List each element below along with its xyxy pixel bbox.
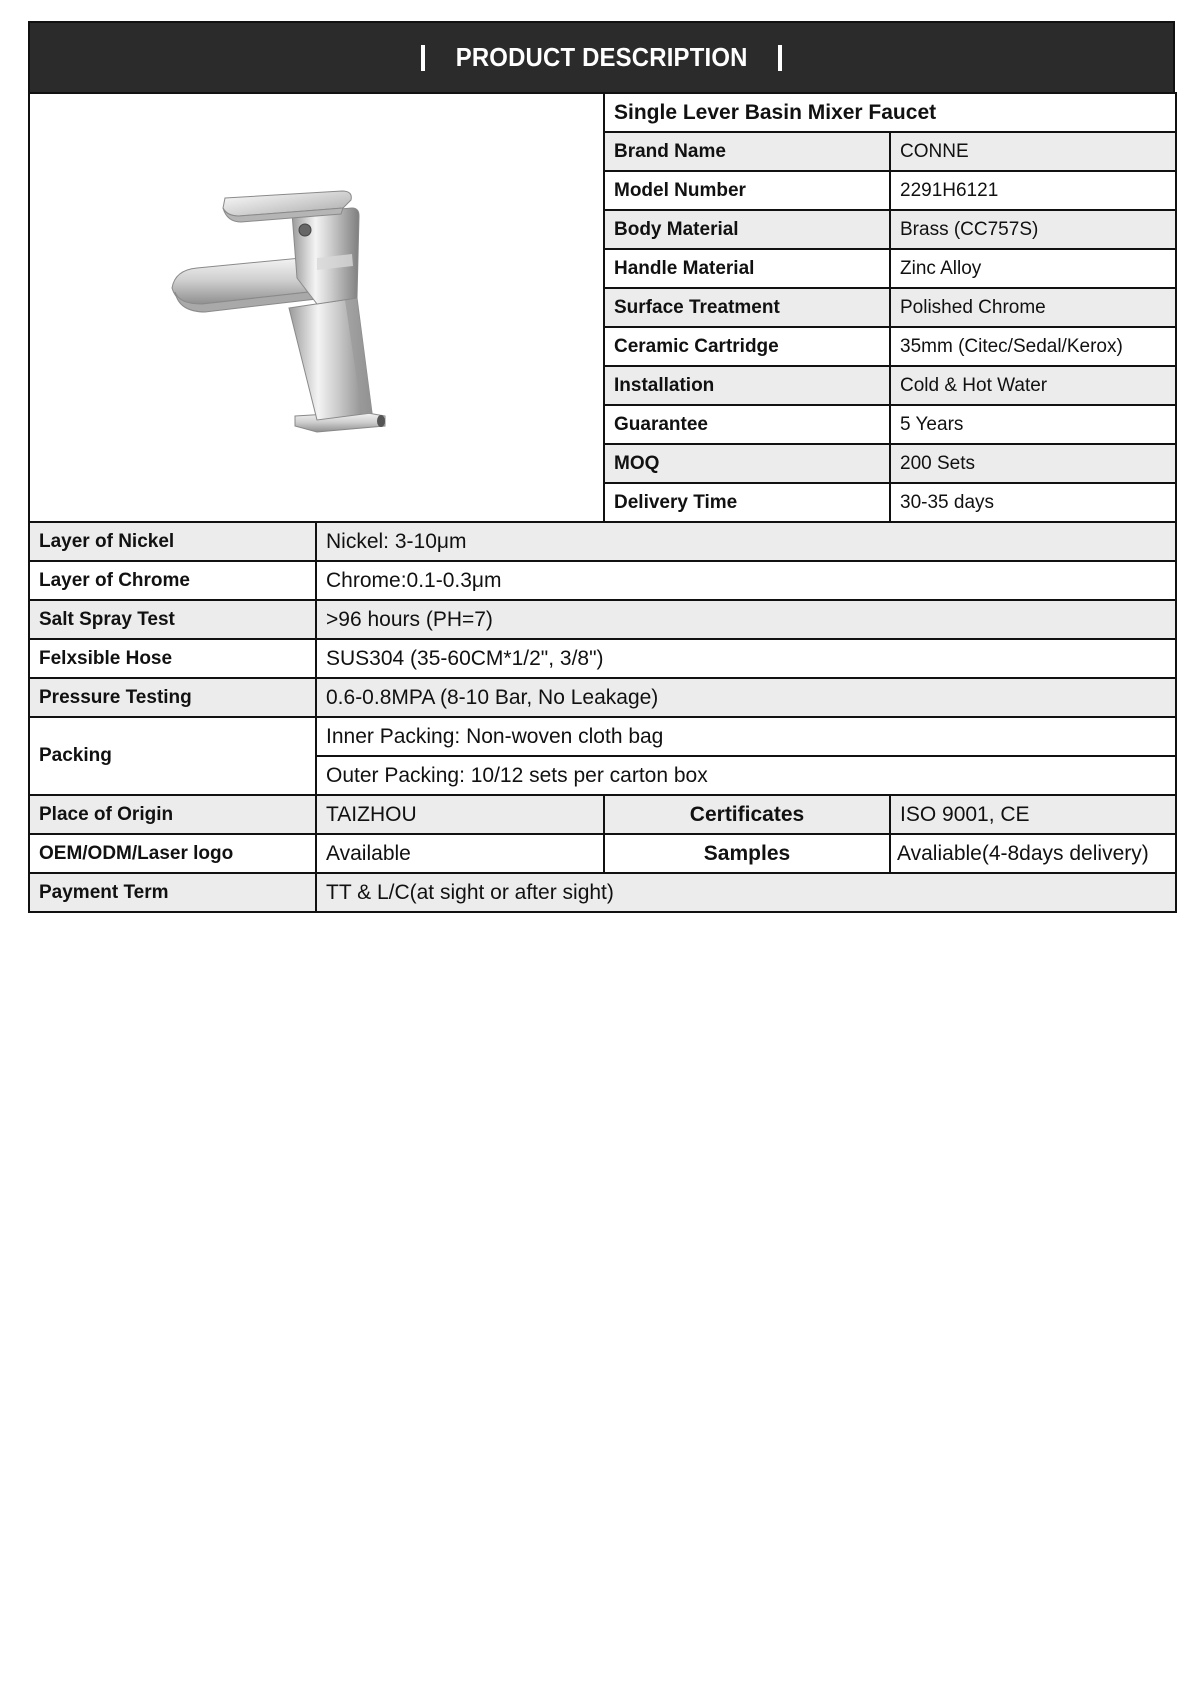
inner-packing-value: Inner Packing: Non-woven cloth bag bbox=[316, 717, 1176, 756]
table-row bbox=[29, 795, 1176, 834]
spec-label: Ceramic Cartridge bbox=[604, 327, 890, 366]
detail-label: Felxsible Hose bbox=[29, 639, 316, 678]
oem-label: OEM/ODM/Laser logo bbox=[29, 834, 316, 873]
spec-value: Polished Chrome bbox=[890, 288, 1176, 327]
spec-value: 30-35 days bbox=[890, 483, 1176, 522]
table-row bbox=[29, 522, 1176, 561]
table-row bbox=[29, 873, 1176, 912]
spec-label: Installation bbox=[604, 366, 890, 405]
payment-value: TT & L/C(at sight or after sight) bbox=[316, 873, 1176, 912]
origin-value: TAIZHOU bbox=[316, 795, 604, 834]
table-row bbox=[29, 639, 1176, 678]
spec-label: Surface Treatment bbox=[604, 288, 890, 327]
detail-label: Layer of Nickel bbox=[29, 522, 316, 561]
spec-label: MOQ bbox=[604, 444, 890, 483]
samples-label: Samples bbox=[604, 834, 890, 873]
spec-value: CONNE bbox=[890, 132, 1176, 171]
table-row bbox=[29, 834, 1176, 873]
detail-value: 0.6-0.8MPA (8-10 Bar, No Leakage) bbox=[316, 678, 1176, 717]
banner-bar-right bbox=[778, 45, 782, 71]
spec-value: Cold & Hot Water bbox=[890, 366, 1176, 405]
header-banner bbox=[28, 21, 1175, 92]
spec-label: Delivery Time bbox=[604, 483, 890, 522]
table-row bbox=[29, 717, 1176, 756]
banner-bar-left bbox=[421, 45, 425, 71]
origin-label: Place of Origin bbox=[29, 795, 316, 834]
oem-value: Available bbox=[316, 834, 604, 873]
spec-label: Guarantee bbox=[604, 405, 890, 444]
spec-value: 5 Years bbox=[890, 405, 1176, 444]
product-name: Single Lever Basin Mixer Faucet bbox=[604, 93, 1176, 132]
samples-value: Avaliable(4-8days delivery) bbox=[890, 834, 1176, 873]
detail-value: Chrome:0.1-0.3μm bbox=[316, 561, 1176, 600]
spec-value: Brass (CC757S) bbox=[890, 210, 1176, 249]
outer-packing-value: Outer Packing: 10/12 sets per carton box bbox=[316, 756, 1176, 795]
table-row bbox=[29, 93, 1176, 132]
packing-label: Packing bbox=[29, 717, 316, 795]
spec-label: Handle Material bbox=[604, 249, 890, 288]
spec-value: 2291H6121 bbox=[890, 171, 1176, 210]
spec-label: Body Material bbox=[604, 210, 890, 249]
payment-label: Payment Term bbox=[29, 873, 316, 912]
product-sheet bbox=[28, 21, 1175, 913]
spec-value: Zinc Alloy bbox=[890, 249, 1176, 288]
table-row bbox=[29, 600, 1176, 639]
spec-value: 200 Sets bbox=[890, 444, 1176, 483]
page-title: PRODUCT DESCRIPTION bbox=[455, 42, 748, 72]
detail-value: Nickel: 3-10μm bbox=[316, 522, 1176, 561]
detail-label: Salt Spray Test bbox=[29, 600, 316, 639]
certificates-label: Certificates bbox=[604, 795, 890, 834]
detail-value: >96 hours (PH=7) bbox=[316, 600, 1176, 639]
spec-label: Model Number bbox=[604, 171, 890, 210]
table-row bbox=[29, 561, 1176, 600]
detail-value: SUS304 (35-60CM*1/2", 3/8") bbox=[316, 639, 1176, 678]
faucet-icon bbox=[167, 158, 467, 458]
table-row bbox=[29, 678, 1176, 717]
spec-table bbox=[28, 92, 1177, 913]
product-image bbox=[29, 93, 604, 522]
detail-label: Pressure Testing bbox=[29, 678, 316, 717]
spec-label: Brand Name bbox=[604, 132, 890, 171]
certificates-value: ISO 9001, CE bbox=[890, 795, 1176, 834]
detail-label: Layer of Chrome bbox=[29, 561, 316, 600]
spec-value: 35mm (Citec/Sedal/Kerox) bbox=[890, 327, 1176, 366]
